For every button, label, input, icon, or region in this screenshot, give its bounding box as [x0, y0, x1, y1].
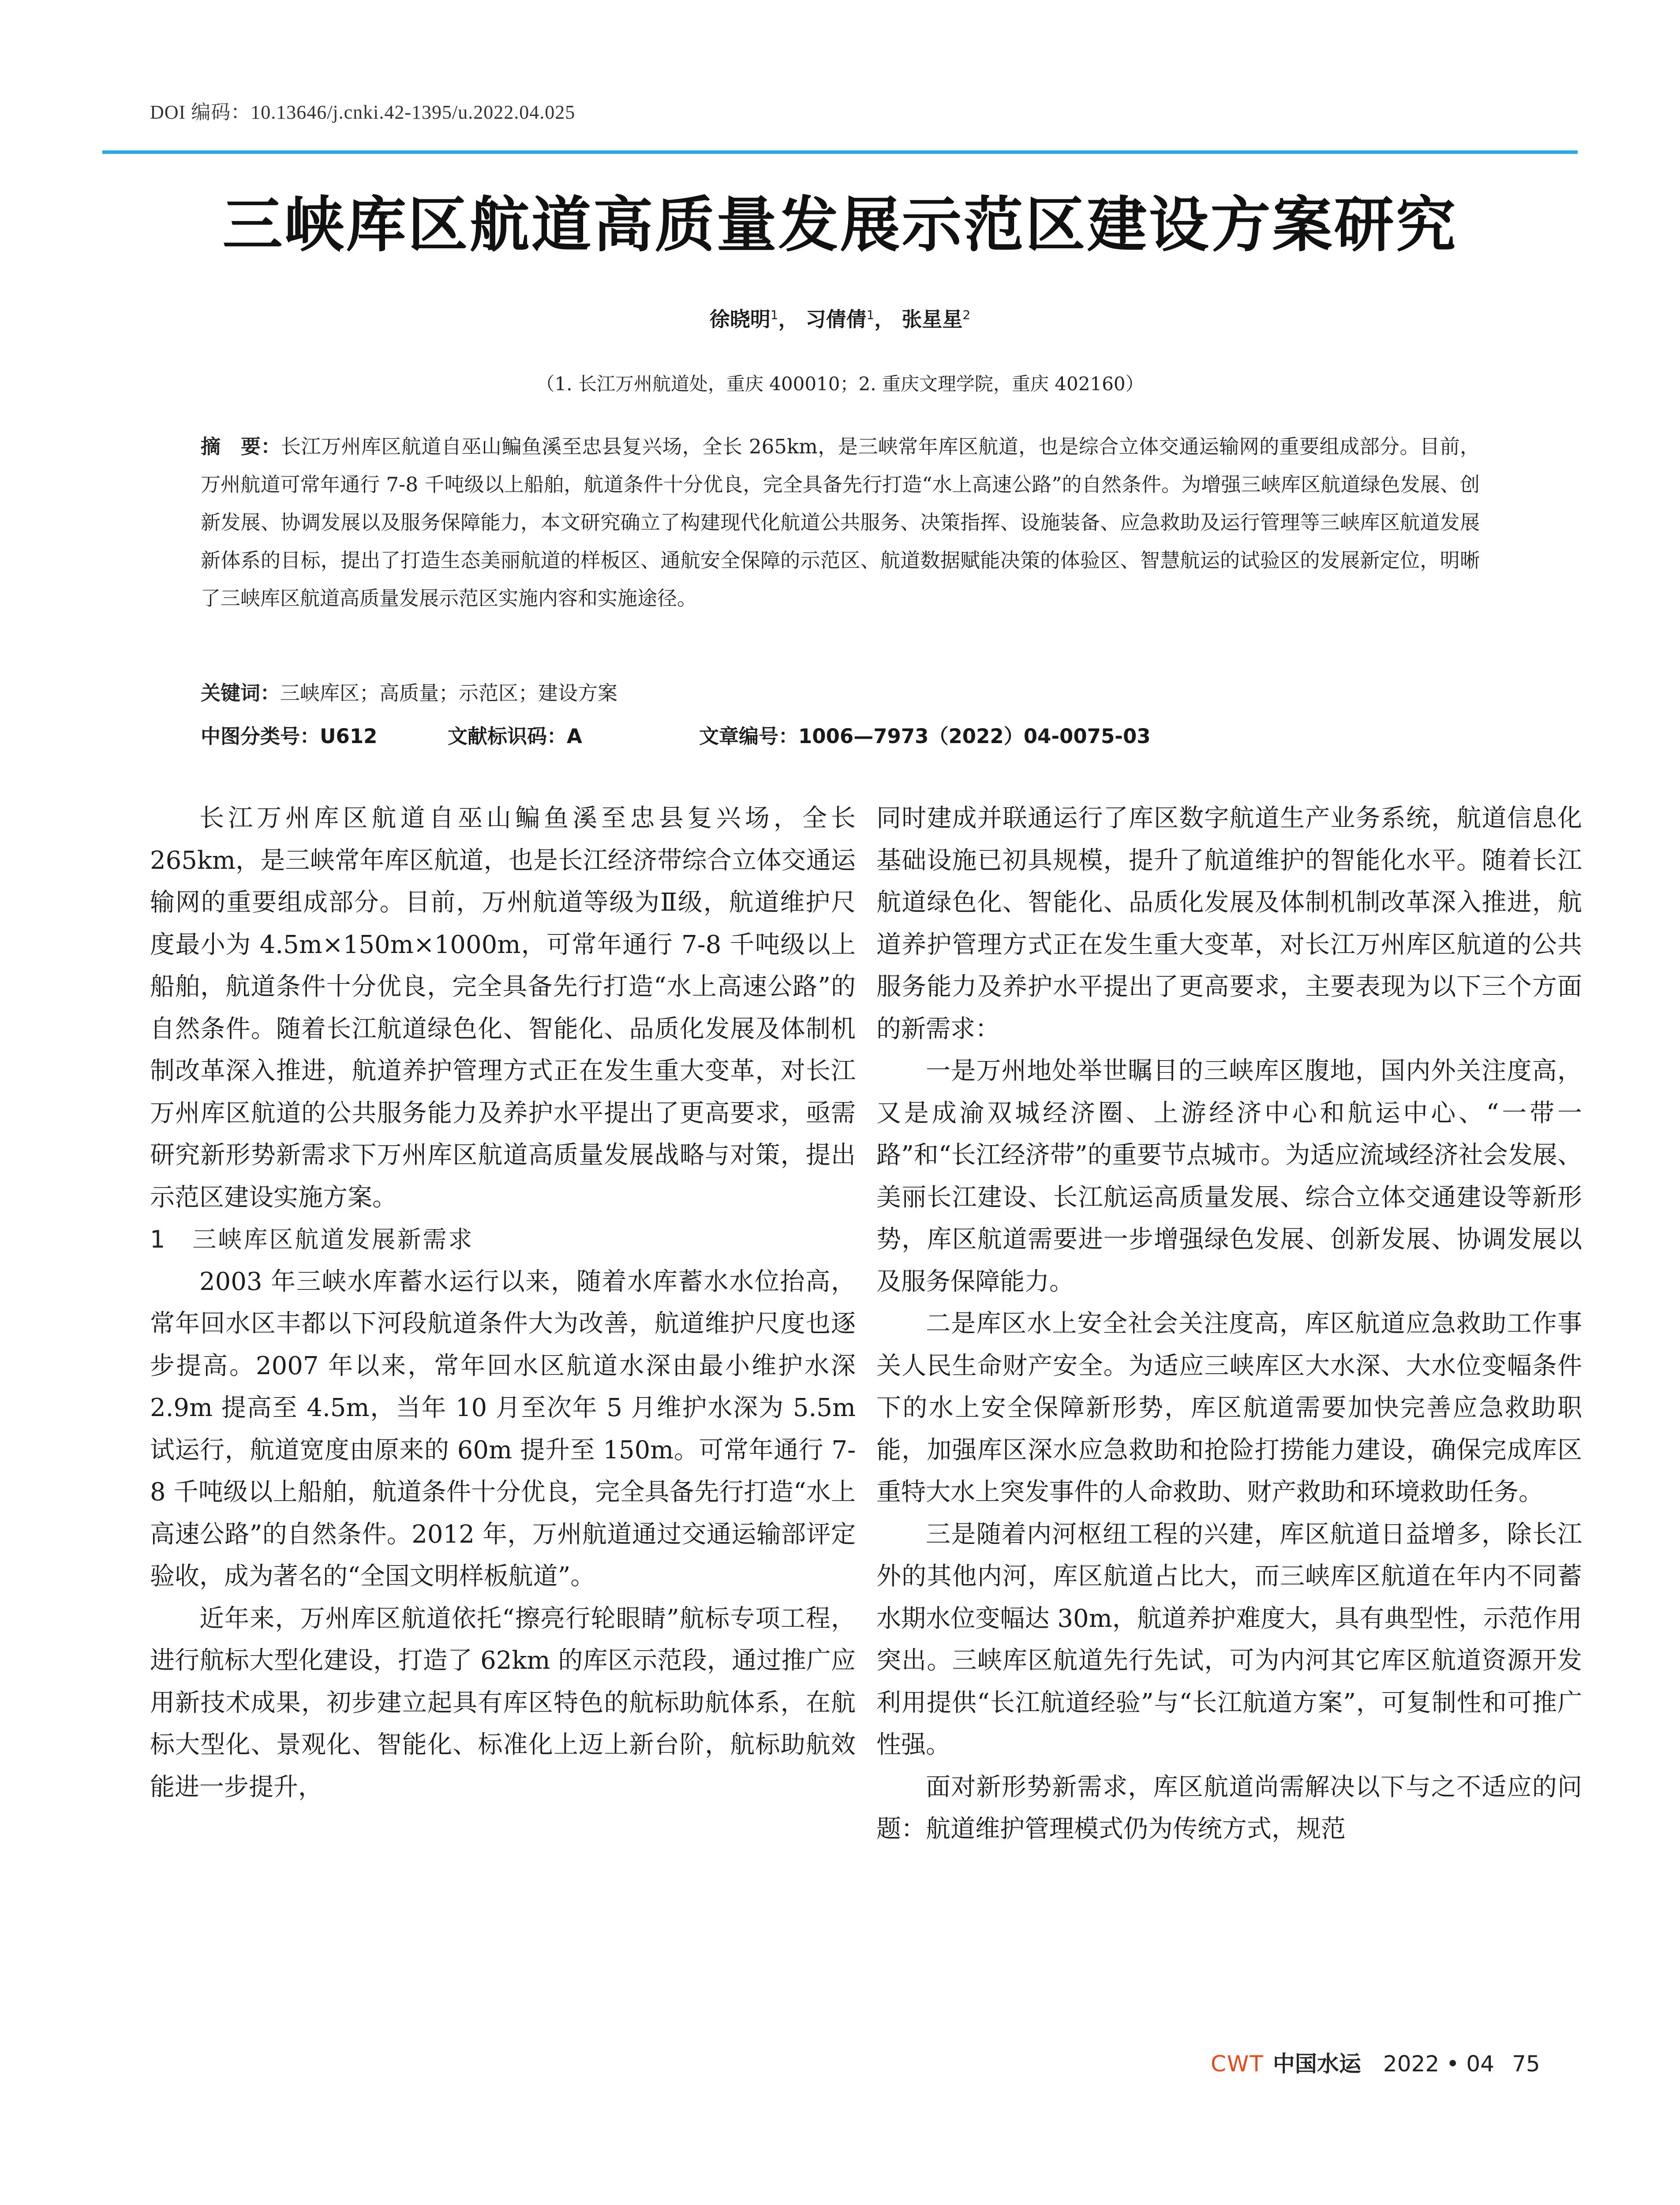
page-footer [1211, 2046, 1540, 2078]
body-paragraph: 三是随着内河枢纽工程的兴建，库区航道日益增多，除长江外的其他内河，库区航道占比大，而三峡库区航道在年内不同蓄水期水位变幅达 30m，航道养护难度大，具有典型性，示范作用突出。三峡库区航道先行先试，可为内河其它库区航道资源开发利用提供“长江航道经验”与“长江航道方案”，可复制性和可推广性强。 [876, 1520, 1582, 1759]
body-paragraph: 二是库区水上安全社会关注度高，库区航道应急救助工作事关人民生命财产安全。为适应三峡库区大水深、大水位变幅条件下的水上安全保障新形势，库区航道需要加快完善应急救助职能，加强库区深水应急救助和抢险打捞能力建设，确保完成库区重特大水上突发事件的人命救助、财产救助和环境救助任务。 [876, 1309, 1582, 1506]
author-affil-mark: 2 [962, 307, 971, 322]
affiliation-line: （1. 长江万州航道处，重庆 400010；2. 重庆文理学院，重庆 402160） [536, 373, 1144, 395]
abstract-text: 长江万州库区航道自巫山鳊鱼溪至忠县复兴场，全长 265km，是三峡常年库区航道，也是综合立体交通运输网的重要组成部分。目前，万州航道可常年通行 7-8 千吨级以上船舶，航道条件十分优良，完全具备先行打造“水上高速公路”的自然条件。为增强三峡库区航道绿色发展、创新发展、协调发展以及服务保障能力，本文研究确立了构建现代化航道公共服务、决策指挥、设施装备、应急救助及运行管理等三峡库区航道发展新体系的目标，提出了打造生态美丽航道的样板区、通航安全保障的示范区、航道数据赋能决策的体验区、智慧航运的试验区的发展新定位，明晰了三峡库区航道高质量发展示范区实施内容和实施途径。 [201, 435, 1480, 610]
page-number: 75 [1512, 2051, 1540, 2077]
body-paragraph: 一是万州地处举世瞩目的三峡库区腹地，国内外关注度高，又是成渝双城经济圈、上游经济中心和航运中心、“一带一路”和“长江经济带”的重要节点城市。为适应流域经济社会发展、美丽长江建设、长江航运高质量发展、综合立体交通建设等新形势，库区航道需要进一步增强绿色发展、创新发展、协调发展以及服务保障能力。 [876, 1057, 1582, 1296]
abstract-label: 摘 要： [201, 435, 281, 458]
section-heading: 1 三峡库区航道发展新需求 [150, 1226, 474, 1253]
journal-name: 中国水运 [1272, 2051, 1361, 2077]
classification-number: 中图分类号：U612 [201, 725, 378, 748]
author-name: 习倩倩 [805, 307, 867, 331]
body-paragraph: 面对新形势新需求，库区航道尚需解决以下与之不适应的问题：航道维护管理模式仍为传统方式，规范 [876, 1772, 1582, 1843]
header-rule [102, 150, 1578, 154]
body-paragraph: 同时建成并联通运行了库区数字航道生产业务系统，航道信息化基础设施已初具规模，提升了航道维护的智能化水平。随着长江航道绿色化、智能化、品质化发展及体制机制改革深入推进，航道养护管理方式正在发生重大变革，对长江万州库区航道的公共服务能力及养护水平提出了更高要求，主要表现为以下三个方面的新需求： [876, 804, 1582, 1043]
keywords [201, 677, 617, 706]
issue-number: 2022 • 04 [1383, 2051, 1495, 2077]
classification-line [201, 720, 1480, 749]
journal-logo: CWT [1211, 2051, 1264, 2077]
paper-title: 三峡库区航道高质量发展示范区建设方案研究 [222, 190, 1458, 260]
document-code: 文献标识码：A [448, 725, 582, 748]
doi-line: DOI 编码：10.13646/j.cnki.42-1395/u.2022.04.025 [150, 101, 576, 123]
author-affil-mark: 1 [866, 307, 875, 322]
body-paragraph: 近年来，万州库区航道依托“擦亮行轮眼睛”航标专项工程，进行航标大型化建设，打造了 62km 的库区示范段，通过推广应用新技术成果，初步建立起具有库区特色的航标助航体系，在航标大型化、景观化、智能化、标准化上迈上新台阶，航标助航效能进一步提升， [150, 1604, 856, 1801]
abstract [201, 428, 1480, 617]
author-name: 徐晓明 [709, 307, 771, 331]
keywords-text: 三峡库区；高质量；示范区；建设方案 [280, 681, 618, 705]
body-column-right [876, 797, 1582, 1850]
body-column-left [150, 797, 856, 1808]
body-paragraph: 长江万州库区航道自巫山鳊鱼溪至忠县复兴场，全长 265km，是三峡常年库区航道，也是长江经济带综合立体交通运输网的重要组成部分。目前，万州航道等级为Ⅱ级，航道维护尺度最小为 4.5m×150m×1000m，可常年通行 7-8 千吨级以上船舶，航道条件十分优良，完全具备先行打造“水上高速公路”的自然条件。随着长江航道绿色化、智能化、品质化发展及体制机制改革深入推进，航道养护管理方式正在发生重大变革，对长江万州库区航道的公共服务能力及养护水平提出了更高要求，亟需研究新形势新需求下万州库区航道高质量发展战略与对策，提出示范区建设实施方案。 [150, 804, 856, 1212]
author-name: 张星星 [902, 307, 963, 331]
author-affil-mark: 1 [770, 307, 778, 322]
article-number: 文章编号：1006—7973（2022）04-0075-03 [699, 725, 1151, 748]
author-line: 徐晓明$^1$， 习倩倩$^1$， 张星星$^2$ [709, 307, 971, 331]
keywords-label: 关键词： [201, 681, 281, 705]
body-paragraph: 2003 年三峡水库蓄水运行以来，随着水库蓄水水位抬高，常年回水区丰都以下河段航道条件大为改善，航道维护尺度也逐步提高。2007 年以来，常年回水区航道水深由最小维护水深 2.9m 提高至 4.5m，当年 10 月至次年 5 月维护水深为 5.5m 试运行，航道宽度由原来的 60m 提升至 150m。可常年通行 7-8 千吨级以上船舶，航道条件十分优良，完全具备先行打造“水上高速公路”的自然条件。2012 年，万州航道通过交通运输部评定验收，成为著名的“全国文明样板航道”。 [150, 1267, 856, 1591]
